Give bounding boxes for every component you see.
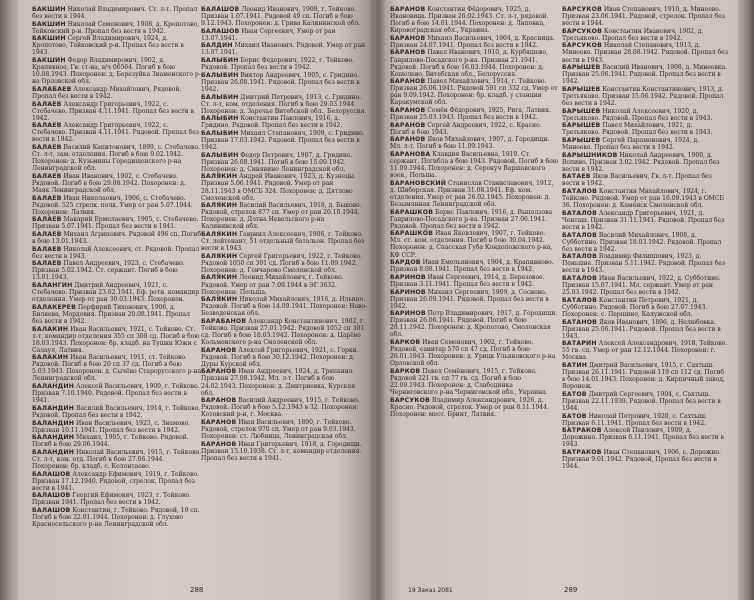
entry-surname: БАЛАЕВ [32,122,62,130]
entry-details: Иван Васильевич, 1921, с. Тейково. Ст. л-т, командир отделения 355 сп 308 сд. Погиб в бою 18.03.1943. Похоронен: бр. кладб. на Тушки Южн с Салаул, Латвия. [32,325,200,354]
page-edge [738,0,754,600]
entry-details: Павел Семёнович, 1915, г. Тейково. Рядовой 221 гв. сп 77 гв. сд. Погиб в бою 22.09.1943. Похоронен: д. Слабодинка Черниговского р-на Черниговской обл., Украина. [390,367,548,396]
register-entry [201,72,369,93]
entry-surname: БАЛАНДИН [32,434,75,442]
entry-surname: БАЛАНДИН [32,383,75,391]
entry-surname: БАЛЫБИН [201,71,239,79]
register-entry [32,35,202,56]
entry-details: Александр Григорьевич, 1922, с. Стебачево. Призван 4.11.1941. Пропал без вести в 1942. [32,100,194,122]
entry-surname: БАРАШКОВ [390,230,434,238]
register-entry [201,173,369,201]
entry-surname: БАЛАКИН [32,325,69,333]
entry-surname: БАТАЛОВ [562,231,598,239]
entry-details: Семён Фёдорович, 1925, Рига, Латвия. Призван 25.03.1943. Пропал без вести в 1942. [390,107,551,122]
entry-surname: БАКШИН [32,6,66,13]
register-entry [201,347,369,368]
register-entry [562,253,728,274]
entry-details: Павел Михайлович, 1921, д. Третьяково. Рядовой. Пропал без вести в 1943. [562,122,713,137]
register-entry [390,274,558,288]
entry-details: Александр Григорьевич, 1922, с. Стебачево. Призван 4.11.1941. Рядовой. Пропал без вести в 1942. [32,122,200,144]
entry-surname: БАРАШКОВ [390,208,434,216]
register-entry [201,6,369,27]
entry-surname: БАРАНОВ [201,397,237,405]
entry-surname: БАЛАШОВ [32,492,71,500]
register-entry [201,202,369,230]
entry-surname: БАЛАНГИН [32,282,73,290]
register-entry [390,122,558,136]
entry-details: Сергей Владимирович, 1924, д. Кропотово, Тейковский р-н. Пропал без вести в 1943. [32,35,184,57]
entry-details: Михаил Иванович. Рядовой. Умер от ран 13.07.1941. [201,42,366,57]
entry-surname: БАЛАЕВ [32,172,62,180]
entry-details: Леонид Михайлович, г. Тейково. Рядовой. Умер от ран 7.09.1944 в ЭГ 3632. Похоронен: Польша. [201,274,344,296]
entry-surname: БАРЫШЕВ [562,64,601,72]
register-entry [562,188,728,209]
entry-surname: БАЛЫБИН [201,93,239,101]
register-entry [32,492,202,506]
entry-surname: БАТАЛОВ [562,296,598,304]
register-entry [32,122,202,143]
entry-details: Александр Ефимович, 1919, г. Тейково. Призван 17.12.1940. Рядовой, стрелок. Пропал без вести в 1941. [32,470,199,492]
entry-details: Порфирий Тихонович, 1906, д. Биляева, Мордовия. Призван 20.08.1941. Пропал без вести в 1942. [32,303,190,325]
register-entry [201,115,369,129]
entry-details: Иван Семенович, 1902, г. Тейково. Рядовой, санитар 570 сп 47 сд. Погиб в бою 26.01.1943. Похоронен: д. Урицк Ульяновского р-на Орловской обл. [390,339,556,368]
entry-surname: БАЛАНДИН [32,448,75,456]
entry-details: Василий Васильевич, 1918, д. Быково. Рядовой, стрелок 877 сп. Умер от ран 20.10.1944. Похоронен: д. Дотна Невельского р-на Калининской обл. [201,202,362,231]
register-entry [32,57,202,85]
right-page-column-2 [562,6,728,471]
entry-details: Дмитрий Сергеевич, 1904, с. Сахтыш. Призван 22.11.1939. Рядовой. Пропал без вести в 1944. [562,390,721,412]
register-entry [562,86,728,107]
entry-surname: БАЛДИН [201,42,233,50]
entry-surname: БАРСУКОВ [390,396,430,404]
entry-details: Алексей Павлович, 1909, д. Дорожино. Призван 6.11.1941. Пропал без вести в 1943. [562,427,724,449]
entry-details: Яков Иванович, 1896, д. Нелюбовка. Призван 25.06.1941. Рядовой. Пропал без вести в 1943. [562,318,721,340]
entry-details: Павел Иванович, 1910, д. Курбяшево, Гаврилово-Посадского р-на. Призван 21.1941. Рядовой. Погиб в бою 16.03.1944. Похоронен: д. Кошелево, Витебская обл., Белоруссия. [390,49,548,78]
entry-surname: БАЛАЕВ [32,216,62,224]
register-entry [390,209,558,230]
register-entry [32,420,202,434]
entry-surname: БАТРАКОВ [562,448,602,456]
entry-details: Алексей Васильевич, 1909, г. Тейково. Призван 7.10.1940. Рядовой. Пропал без вести в 1941. [32,383,200,405]
entry-surname: БАЛЫБИН [201,151,239,159]
entry-surname: БАТАЛОВ [562,275,598,283]
entry-details: Иван Андреевич, 1924, д. Тряпкино. Призван 27.08.1942. Мл. л-т. Погиб в бою 24.02.1943. Похоронен: д. Дмитриевка, Курская обл. [201,368,355,397]
register-entry [201,253,369,274]
entry-details: Иван Степанович, 1910, д. Минеево. Призван 23.06.1941. Рядовой, стрелок. Пропал без вести в 1944. [562,6,725,28]
register-entry [562,449,728,470]
entry-surname: БАРАНОВ [201,368,237,376]
entry-details: Николай Алексеевич, ст. Рядовой. Пропал без вести в 1943. [32,245,200,260]
entry-details: Иван Яковлевич, 1907, г. Тейково. Мл. ст. ком. отделения. Погиб в бою 30.04.1942. Похоронен: д. Спасская Губа Кондопожского р-на, КФ ССР. [390,230,553,259]
entry-details: Николай Андреевич, 1900, д. Вопино. Призван 3.02.1942. Рядовой. Пропал без вести в 1942. [562,151,720,173]
entry-surname: БАТРАКОВ [562,427,602,435]
entry-surname: БАРИНОВ [390,310,426,318]
entry-surname: БАЛАШОВ [201,6,240,13]
right-page [378,0,738,600]
register-entry [32,449,202,470]
register-entry [562,340,728,361]
entry-surname: БАРАНОВ [201,440,237,448]
entry-details: Иван Васильевич, 1922, д. Субботино. Призван 15.07.1941. Мл. сержант. Умер от ран 25.03.1942. Пропал без вести в 1942. [562,275,721,297]
left-page-column-2 [201,6,369,462]
entry-details: Николай Владимирович. Ст. л-т. Пропал без вести в 1944. [32,6,198,21]
entry-surname: БАЛЯКИН [201,202,238,210]
register-entry [32,282,202,303]
entry-surname: БАКШИН [32,35,66,43]
register-entry [390,289,558,310]
entry-details: Константин Фёдорович, 1925, д. Ивановица. Призван 26.02.1943. Ст. л-т, рядовой. Погиб в бою 14.01.1944. Похоронен: д. Липовка, Кировоградская обл., Украина. [390,6,549,35]
entry-surname: БАКШИН [32,20,66,28]
register-entry [201,152,369,173]
entry-details: Владимир Филиппович, 1923, д. Пеньшие. Призван 5.11.1942. Рядовой. Пропал без вести в 1943. [562,253,726,275]
entry-details: Сергей Андреевич, 1922, с. Красно. Погиб в бою 1943. [390,121,542,136]
entry-details: Павел Михайлович, 1914, г. Тейково. Призван 26.06.1941. Рядовой 591 сп 332 сд. Умер от ран 9.09.1942. Похоронен: бр. кладб. у станции Каракумской обл. [390,78,558,107]
entry-details: Николай Алексеевич, 1920, д. Третьяково. Рядовой. Пропал без вести в 1943. [562,107,713,122]
register-entry [32,260,202,281]
entry-surname: БАТАРИН [562,340,597,348]
register-entry [562,210,728,231]
entry-surname: БАЛЫБИН [201,57,239,65]
entry-details: Андрей Иванович, 1923, д. Кузнецы. Призван 5.06.1941. Рядовой. Умер от ран 28.11.1943 в ОМСБ 324. Похоронен: д. Дятлово Смоленской обл. [201,173,356,202]
register-entry [201,231,369,252]
entry-surname: БАТАЛОВ [562,253,598,261]
entry-details: Дмитрий Васильевич, 1915, г. Сахтыш. Призван 26.11.1941. Рядовой 119 сп 112 сд. Погиб в бою 14.01.1943. Похоронен: д. Кирпичный завод, Воронеж. [562,361,725,391]
register-entry [201,441,369,462]
register-entry [390,259,558,273]
entry-surname: БАЛАНДИН [32,419,75,427]
entry-details: Сергей Парамонович, 1924, д. Минеево. Пропал без вести в 1942. [562,137,699,152]
entry-details: Александр Григорьевич, 1921, д. Ченташ. Призван 31.11.1941. Рядовой. Пропал без вести в 1942. [562,209,725,231]
entry-details: Федор Владимирович, 1902, д. Крапивное, Гв. ст-на, в/ч 06564. Погиб в бою 10.08.1943. Похоронен: д. Березуйка Знаменского р-на Орловской обл. [32,57,201,86]
entry-surname: БАРЫШЕВ [562,107,601,115]
register-entry [390,230,558,258]
register-entry [32,101,202,122]
register-entry [32,507,202,528]
book-gutter [368,0,386,600]
entry-details: Константин Павлович, 1916, д. Гридино. Рядовой. Пропал без вести в 1942. [201,115,343,130]
entry-details: Николай Семенович, 1908, д. Кропотово, Тейковский р-н. Пропал без вести в 1942. [32,20,199,35]
entry-details: Иван Григорьевич, 1918, д. Городищи. Призван 15.10.1938. Ст. л-т, командир отделения. Пропал без вести в 1941. [201,440,362,462]
register-entry [390,310,558,338]
register-entry [390,35,558,49]
entry-details: Виктор Андреевич, 1905, с. Гридино. Призван 26.08.1941. Рядовой. Пропал без вести в 1942. [201,71,360,93]
entry-details: Иван Васильевич, 1890, г. Тейково. Рядовой, стрелок 970 сп. Умер от ран 9.03.1943. Похоронен: ст. Любница, Ленинградская обл. [201,418,356,441]
entry-details: Василий Иванович, 1908, д. Минеевка. Призван 25.06.1941. Рядовой. Пропал без вести в 1942. [562,64,727,86]
entry-details: Николай Петрович, 1920, с. Сахтыш. Призван 6.11.1941. Пропал без вести в 1942. [562,412,707,427]
register-entry [390,78,558,106]
entry-surname: БАЛЫБИН [201,115,239,123]
entry-details: Сергей Григорьевич, 1922, г. Тейково. Рядовой 1050 сп 301 сд. Погиб в бою 11.09.1942. Похоронен: д. Гончарово Смоленской обл. [201,252,363,274]
entry-details: Михаил Васильевич, 1904, д. Красница. Призван 24.07.1941. Пропал без вести в 1942. [390,34,555,49]
entry-surname: БАРАНОВ [390,107,426,115]
entry-surname: БАРИНОВ [390,273,426,281]
entry-details: Алексей Григорьевич, 1921, с. Горки. Рядовой. Погиб в бою 30.12.1942. Похоронен: д. Дуры Курской обл. [201,346,359,368]
entry-surname: БАЛЯКИН [201,296,238,304]
entry-surname: БАРИНОВ [390,288,426,296]
entry-surname: БАЛАБАЕВ [32,85,72,93]
register-entry [562,362,728,390]
entry-surname: БАЛАЕВ [32,260,62,268]
entry-surname: БАЛАШОВ [32,470,71,478]
register-entry [32,405,202,419]
entry-surname: БАЛАКЕРЕВ [32,303,76,311]
entry-details: Михаил Сергеевич, 1909, д. Сосново. Призван 26.09.1941. Рядовой. Пропал без вести в 1942. [390,288,549,310]
register-entry [390,49,558,77]
register-entry [201,419,369,440]
register-entry [562,173,728,187]
entry-details: Леонид Иванович, 1909, г. Тейково. Призван 1.07.1941. Рядовой 49 сп. Погиб в бою 9.12.1943. Похоронен: д. Грива Калининской обл. [201,6,361,28]
entry-details: Василий Андреевич, 1915, г. Тейково. Рядовой. Погиб в бою 5.12.1943 в 32. Похоронен: Котовский р-н, г. Москва. [201,397,360,419]
register-entry [32,246,202,260]
register-entry [562,391,728,412]
entry-details: Владимир Александрович, 1926, д. Красно. Рядовой, стрелок. Умер от ран 8.11.1944. Похоронен: мест. Бринт, Латвия. [390,396,549,418]
entry-surname: БАРАНОВ [390,78,426,86]
entry-surname: БАРАНОВ [390,121,426,129]
entry-surname: БАРАНОВ [390,49,426,57]
register-entry [32,383,202,404]
register-entry [562,122,728,136]
entry-surname: БАРЫШЕВ [562,122,601,130]
entry-details: Дмитрий Андреевич, 1921, с. Стебачево. Призван 23.02.1941. Еф. ротн. командир отделения. Умер от ран 30.03.1943. Похоронен. [32,282,200,304]
entry-surname: БАРСУКОВ [562,6,602,13]
entry-surname: БАЛЯКИН [201,252,238,260]
register-entry [562,108,728,122]
print-order-footer: 19 Заказ 2081 [408,587,453,594]
register-entry [562,152,728,173]
register-entry [562,42,728,63]
register-entry [562,232,728,253]
entry-surname: БАРАНОВ [390,34,426,42]
entry-surname: БАТАЛОВ [562,188,598,196]
entry-details: Иван Степанович, 1906, с. Дорожно. Призван 9.01.1942. Рядовой, Пропал без вести в 1944. [562,448,721,471]
register-entry [201,274,369,295]
entry-surname: БАТОВ [562,390,587,398]
register-entry [32,173,202,194]
register-entry [32,6,202,20]
register-entry [390,368,558,396]
register-entry [201,368,369,396]
entry-details: Макарий Ермолаевич, 1905, с. Стебачево. Призван 5.07.1941. Пропал без вести в 1941. [32,216,199,231]
entry-surname: БАРАНОВ [390,6,426,13]
register-entry [201,57,369,71]
register-entry [32,195,202,216]
entry-details: Иван Васильевич, 1923, с. Знамово. Призван 10.11.1941. Пропал без вести в 1942. [32,419,191,434]
entry-details: Константин Петрович, 1921, д. Субботино. Рядовой. Погиб в бою 27.07.1943. Похоронен: с. Першино, Калужской обл. [562,296,708,318]
register-entry [201,296,369,317]
entry-surname: БАЛАКИН [32,354,69,362]
entry-surname: БАРКОВ [390,339,421,347]
register-entry [562,297,728,318]
entry-surname: БАКШИН [32,57,66,65]
register-entry [562,275,728,296]
entry-surname: БАРДОВ [390,259,421,267]
entry-surname: БАТАЕВ [562,173,591,181]
register-entry [201,318,369,346]
entry-details: Иван Иванович, 1902, с. Стебачево. Рядовой. Погиб в бою 29.08.1942. Похоронен: д. Маяк Ленинградской обл. [32,172,186,194]
entry-surname: БАРАНОВА [390,151,431,159]
entry-details: Константин Иванович, 1902, д. Третьяково. Пропал без вести в 1942. [562,27,704,42]
entry-details: Александр Михайлович, Рядовой. Пропал без вести в 1942. [32,85,182,100]
register-entry [562,64,728,85]
entry-surname: БАТОВ [562,412,587,420]
entry-details: Гавриил Алексеевич, 1906, г. Тейково. Ст. лейтенант, 51 отдельный батальон. Пропал без вести в 1943. [201,230,365,253]
entry-surname: БАРАНОВ [390,136,426,144]
entry-details: Клавдия Васильевна, 1919. Ст. сержант. Погибла в бою 1943. Рядовой. Погиб в бою 11.09.1944. Похоронен: д. Серокуч Варшавского воев., Польша. [390,151,558,180]
register-entry [390,151,558,179]
register-entry [390,397,558,418]
register-entry [201,397,369,418]
entry-details: Петр Владимирович, 1917, д. Городищи. Призван 26.06.1941. Рядовой. Погиб в бою 28.11.1942. Похоронен: д. Кропотово, Смоленская обл. [390,310,558,339]
register-entry [32,21,202,35]
right-page-number: 289 [564,586,578,594]
register-entry [32,471,202,492]
register-entry [562,413,728,427]
entry-surname: БАЛЯКИН [201,230,238,238]
entry-details: Александр Константинович, 1902, г. Тейково. Призван 27.01.1942. Рядовой 1052 сп 301 сд. Погиб в бою 18.03.1942. Похоронен: д. Царёво Кольменского р-на Смоленской обл. [201,317,366,347]
register-entry [562,137,728,151]
entry-details: Борис Павлович, 1916, д. Выползова Гаврилово-Посадского р-на. Призван 27.06.1941. Рядовой. Пропал без вести в 1942. [390,208,553,230]
entry-surname: БАРСУКОВ [562,42,602,50]
entry-details: Константин Михайлович, 1924, г. Тейково. Рядовой. Умер от ран 16.09.1943 в ОМСБ 36. Похоронен: д. Каменск Смоленской обл. [562,188,724,210]
register-entry [32,231,202,245]
entry-details: Константин, г. Тейково. Рядовой, 19 сп. Погиб в бою 22.01.1944. Похоронен: д. Глухово Красносельского р-на Ленинградской обл. [32,507,200,529]
entry-details: Михаил, 1905, г. Тейково. Рядовой. Погиб в бою 29.06.1944. [32,434,189,449]
left-page-column-1 [32,6,202,529]
register-entry [32,144,202,172]
entry-details: Василий Васильевич, 1914, г. Тейково. Рядовой. Пропал без вести в 1942. [32,404,201,419]
register-entry [562,319,728,340]
entry-details: Станислав Станиславович, 1912, д. Шиборская. Призван 31.08.1941. Еф. ком. отделения. Умер от ран 26.02.1945. Похоронен: д. Безымянная Ленинградской обл. [390,179,554,209]
right-page-column-1 [390,6,558,418]
entry-details: Иван Сергеевич, Умер от ран 13.07.1941. [201,27,336,42]
entry-surname: БАЛАЕВ [32,245,62,253]
entry-surname: БАРКОВ [390,367,421,375]
register-entry [390,339,558,367]
entry-details: Василий Капитонович, 1899, с. Стебачево. Ст. л-т, зам. отделения. Погиб в бою 9.02.1942. Похоронен: д. Кузьмины Городищенского р-на Ленинградской обл. [32,144,200,173]
entry-details: Константин Константинович, 1913, д. Третьяково. Призван 15.06.1942. Рядовой. Пропал без вести в 1942. [562,85,724,107]
entry-surname: БАЛАЕВ [32,100,62,108]
register-entry [201,130,369,151]
entry-details: Павел Андреевич, 1923, с. Стебачево. Призван 5.02.1942. Ст. сержант. Погиб в бою 13.01.1943. [32,260,185,282]
entry-surname: БАЛАНДИН [32,404,75,412]
register-entry [390,180,558,208]
register-entry [32,304,202,325]
entry-details: Иван Васильевич, 1911, ст. Тейково. Рядовой. Погиб в бою 20 сп 37 сд. Погиб в бою 5.03.1943. Похоронен: д. Сычёво Старорусского р-на Ленинградской обл. [32,354,202,383]
entry-surname: БАЛАЕВ [32,144,62,152]
entry-details: Николай Васильевич, 1915, г. Тейково. Ст. л-т, ком. отд. Погиб в бою 27.06.1944. Похоронен: бр. кладб. с. Колонтаево. [32,448,201,471]
entry-surname: БАРЫШЕВ [562,137,601,144]
register-entry [32,86,202,100]
entry-details: Иван Емельянович, 1904, д. Крапивново. Призван 8.08.1941. Пропал без вести в 1942. [390,259,554,274]
entry-surname: БАРСУКОВ [562,27,602,35]
entry-details: Николай Степанович, 1913, д. Минеево. Призван 28.08.1942. Рядовой. Пропал без вести в 1943. [562,42,728,64]
entry-details: Иван Сергеевич, 1914, д. Березовое. Призван 3.11.1941. Пропал без вести в 1942. [390,273,545,288]
register-entry [390,6,558,34]
entry-surname: БАРАНОВ [201,346,237,354]
register-entry [32,326,202,354]
entry-details: Иван Николаевич, 1906, с. Стебачево. Рядовой. 525 стрелк. полк. Умер от ран 5.07.1944. Похоронен: Латвия. [32,194,193,216]
entry-surname: БАЛАШОВ [32,507,71,515]
entry-surname: БАРЫШНИКОВ [562,151,618,159]
entry-details: Дмитрий Петрович, 1913, с. Гридино. Ст. л-т, ком. отделения. Погиб в бою 29.03.1944. Похоронен: д. Заречье Витебской обл., Белоруссия. [201,93,367,115]
register-entry [562,6,728,27]
entry-details: Федор Петрович, 1907, д. Гридино. Призван 26.08.1941. Погиб в бою 15.09.1942. Похоронен: д. Синявино Ленинградской обл. [201,151,353,173]
entry-surname: БАЛАШОВ [201,27,240,35]
entry-surname: БАЛЯКИН [201,173,238,181]
entry-surname: БАРАБАНОВ [201,317,247,325]
register-entry [32,216,202,230]
entry-details: Василий Михайлович, 1908, д. Субботино. Призван 18.03.1942. Рядовой. Пропал без вести в 1942. [562,231,722,253]
entry-surname: БАРЫШЕВ [562,85,601,93]
entry-details: Борис Федорович, 1922, г. Тейково. Рядовой. Пропал без вести в 1942. [201,57,354,72]
left-page-number: 288 [190,586,204,594]
register-entry [201,42,369,56]
entry-details: Михаил Агрипович. Рядовой 496 сп. Погиб в бою 13.01.1943. [32,230,201,246]
entry-details: Яков Михайлович, 1907, д. Городищи. Мл. л-т. Погиб в бою 11.09.1943. [390,136,550,151]
register-entry [390,136,558,150]
entry-surname: БАТИН [562,361,588,369]
entry-surname: БАТАНОВ [562,318,598,326]
entry-surname: БАЛАЕВ [32,230,62,238]
entry-surname: БАРАНОВСКИЙ [390,179,447,187]
entry-surname: БАЛАЕВ [32,194,62,202]
register-entry [562,427,728,448]
entry-details: Алексей Александрович, 1918, Тейково. 55 гв. сп. Умер от ран 12.12.1944. Похоронен: г. Москва. [562,340,728,362]
entry-details: Михаил Степанович, 1909, с. Гридино. Призван 17.03.1942. Рядовой. Пропал без вести в 1942. [201,129,365,152]
register-entry [32,434,202,448]
entry-details: Николай Михайлович, 1916, д. Ильино. Рядовой. Погиб в бою 14.09.1941. Похоронен: Ново-Безводенская обл. [201,296,368,318]
register-entry [201,28,369,42]
entry-details: Яков Васильевич, Гв. л-т. Пропал без вести в 1942. [562,173,712,188]
entry-surname: БАРАНОВ [201,418,237,426]
register-entry [201,94,369,115]
left-page [18,0,374,600]
entry-details: Георгий Ефимович, 1923, г. Тейково. Призван 1941. Пропал без вести в 1942. [32,492,191,507]
register-entry [390,107,558,121]
entry-surname: БАЛЯКИН [201,274,238,282]
entry-surname: БАТАЛОВ [562,209,598,217]
entry-surname: БАЛЫБИН [201,129,239,137]
register-entry [562,28,728,42]
register-entry [32,354,202,382]
